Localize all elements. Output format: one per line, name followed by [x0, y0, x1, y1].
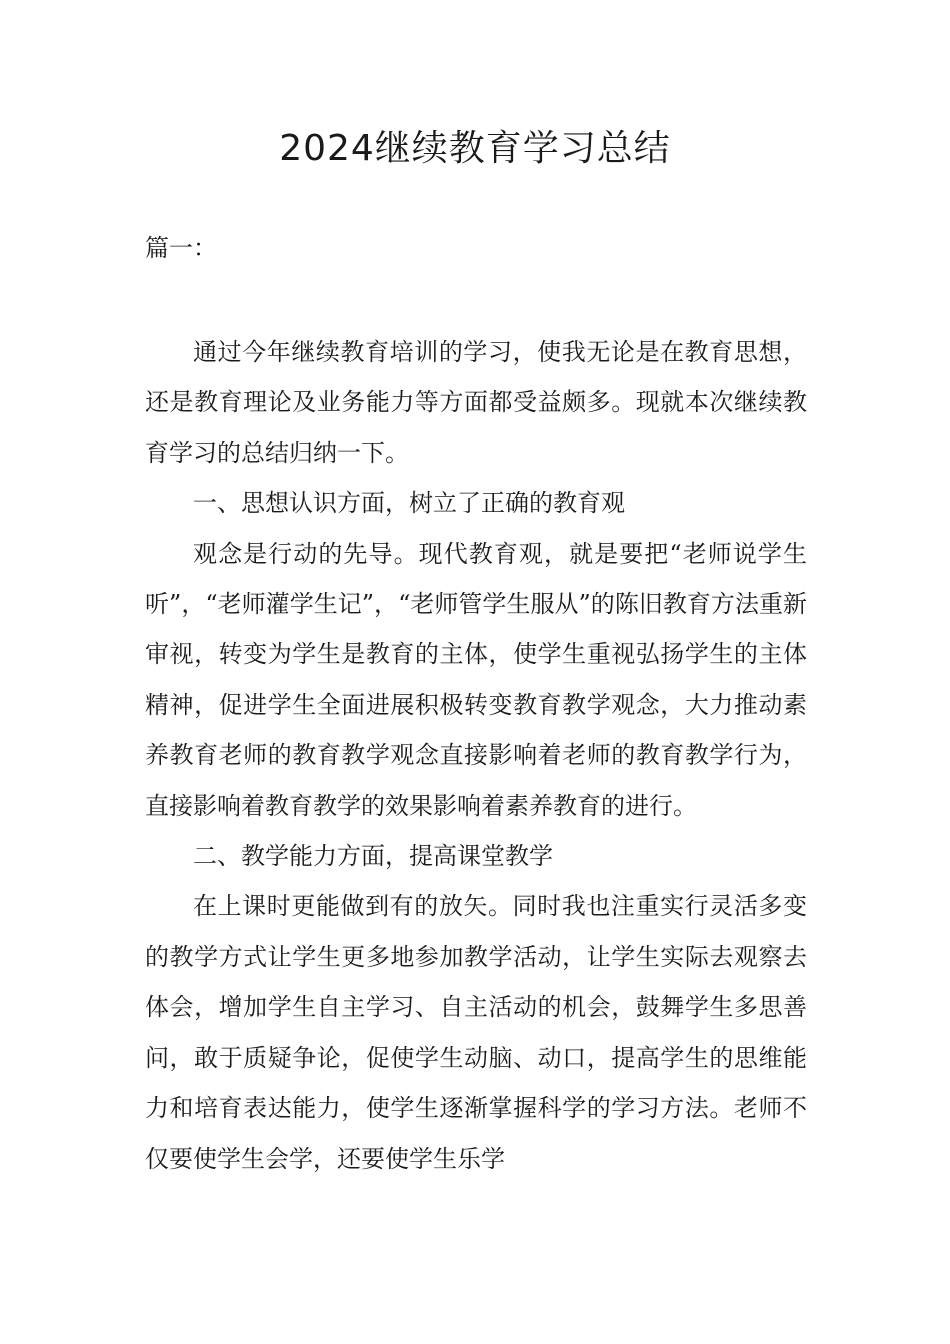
document-body [145, 327, 807, 1184]
section-label: 篇一： [145, 234, 217, 262]
paragraph-intro: 通过今年继续教育培训的学习，使我无论是在教育思想，还是教育理论及业务能力等方面都受益颇多。现就本次继续教育学习的总结归纳一下。 [145, 338, 807, 467]
paragraph-education-concept: 观念是行动的先导。现代教育观，就是要把“老师说学生听”，“老师灌学生记”，“老师管学生服从”的陈旧教育方法重新审视，转变为学生是教育的主体，使学生重视弘扬学生的主体精神，促进学生全面进展积极转变教育教学观念，大力推动素养教育老师的教育教学观念直接影响着老师的教育教学行为，直接影响着教育教学的效果影响着素养教育的进行。 [145, 539, 807, 820]
paragraph-classroom-teaching: 在上课时更能做到有的放矢。同时我也注重实行灵活多变的教学方式让学生更多地参加教学活动，让学生实际去观察去体会，增加学生自主学习、自主活动的机会，鼓舞学生多思善问，敢于质疑争论，促使学生动脑、动口，提高学生的思维能力和培育表达能力，使学生逐渐掌握科学的学习方法。老师不仅要使学生会学，还要使学生乐学 [145, 892, 807, 1173]
document-title: 2024继续教育学习总结 [279, 128, 671, 169]
heading-teaching-ability: 二、教学能力方面，提高课堂教学 [193, 842, 553, 871]
heading-ideological-understanding: 一、思想认识方面，树立了正确的教育观 [193, 489, 625, 518]
